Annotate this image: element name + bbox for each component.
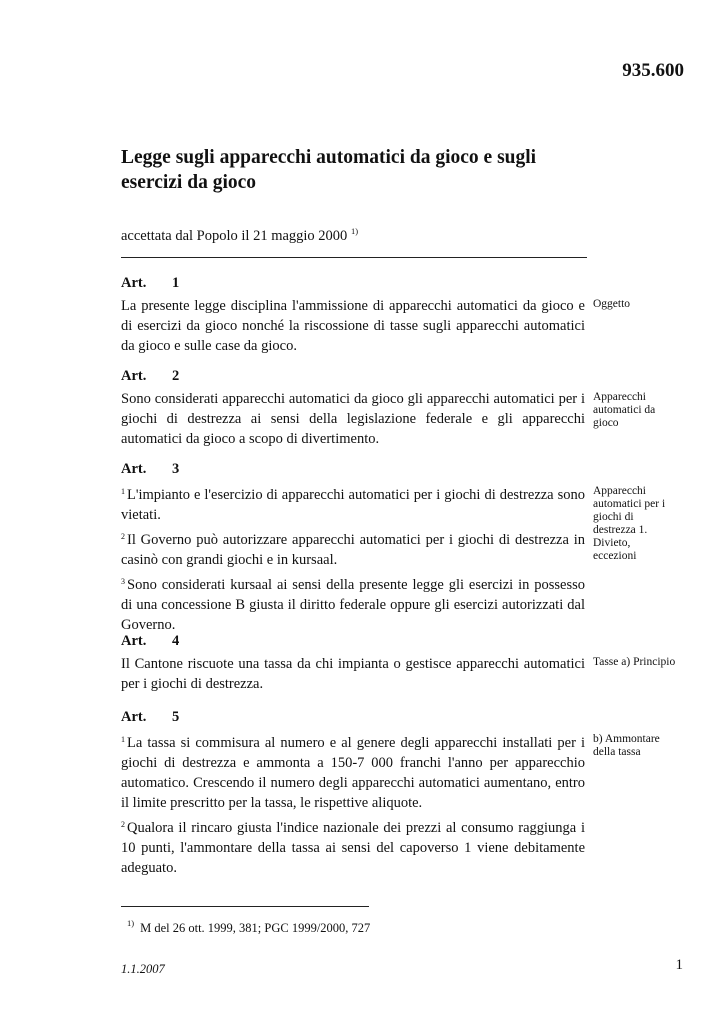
acceptance-line: [121, 226, 358, 245]
margin-note-article-2: Apparecchi automatici da gioco: [593, 391, 656, 429]
article-label: Art.: [121, 275, 147, 291]
margin-note-article-5: b) Ammontare della tassa: [593, 733, 660, 758]
article-heading: [121, 707, 585, 727]
paragraph-text: Qualora il rincaro giusta l'indice nazionale dei prezzi al consumo raggiunga i 10 punti, l'ammontare della tassa ai sensi del capoverso 1 viene debitamente adeguato.: [121, 820, 585, 876]
article-3: [121, 459, 585, 637]
article-paragraph: [121, 572, 585, 635]
footnote-marker: 1): [127, 918, 135, 928]
footer-date: 1.1.2007: [121, 962, 165, 976]
margin-note-article-1: Oggetto: [593, 298, 631, 310]
article-label: Art.: [121, 709, 147, 725]
footnote: [127, 918, 370, 936]
article-heading: [121, 273, 585, 293]
document-number: 935.600: [622, 60, 684, 81]
margin-note-article-3: Apparecchi automatici per i giochi di destrezza 1. Divieto, eccezioni: [593, 485, 666, 562]
footnote-reference[interactable]: 1): [350, 226, 359, 236]
article-number: 2: [172, 368, 180, 384]
article-heading: [121, 631, 585, 651]
article-1: [121, 273, 585, 358]
paragraph-text: Il Governo può autorizzare apparecchi automatici per i giochi di destrezza in casinò con grandi giochi e in kursaal.: [121, 532, 585, 568]
article-4: [121, 631, 585, 696]
article-5: [121, 707, 585, 880]
article-heading: [121, 366, 585, 386]
article-heading: [121, 459, 585, 479]
article-number: 1: [172, 275, 180, 291]
article-2: [121, 366, 585, 451]
law-title: Legge sugli apparecchi automatici da gioco e sugli esercizi da gioco: [121, 147, 537, 193]
article-paragraph: [121, 482, 585, 525]
paragraph-text: Sono considerati kursaal ai sensi della presente legge gli esercizi in possesso di una concessione B giusta il diritto federale oppure gli esercizi autorizzati dal Governo.: [121, 577, 585, 633]
paragraph-number: 1: [121, 487, 125, 496]
article-paragraph: Sono considerati apparecchi automatici da gioco gli apparecchi automatici per i giochi di destrezza ai sensi della legislazione federale e gli apparecchi automatici da gioco a scopo di divertimento.: [121, 391, 585, 447]
paragraph-text: L'impianto e l'esercizio di apparecchi automatici per i giochi di destrezza sono vietati.: [121, 487, 585, 523]
footnote-divider: [121, 906, 369, 907]
paragraph-text: La tassa si commisura al numero e al genere degli apparecchi installati per i giochi di destrezza e ammonta a 150-7 000 franchi l'anno per apparecchio automatico. Crescendo il numero degli apparecchi automatici aumentano, entro il limite prescritto per la tassa, le rispettive aliquote.: [121, 735, 585, 811]
footnote-text: M del 26 ott. 1999, 381; PGC 1999/2000, 727: [140, 921, 371, 935]
acceptance-text: accettata dal Popolo il 21 maggio 2000: [121, 228, 348, 244]
article-label: Art.: [121, 368, 147, 384]
article-paragraph: [121, 730, 585, 813]
paragraph-number: 1: [121, 735, 125, 744]
article-paragraph: [121, 815, 585, 878]
page-number: 1: [675, 957, 683, 973]
paragraph-number: 3: [121, 577, 125, 586]
margin-note-article-4: Tasse a) Principio: [593, 656, 676, 668]
article-label: Art.: [121, 461, 147, 477]
article-number: 3: [172, 461, 180, 477]
article-number: 4: [172, 633, 180, 649]
article-label: Art.: [121, 633, 147, 649]
article-number: 5: [172, 709, 180, 725]
paragraph-number: 2: [121, 820, 125, 829]
article-paragraph: Il Cantone riscuote una tassa da chi impianta o gestisce apparecchi automatici per i giochi di destrezza.: [121, 656, 585, 692]
article-paragraph: [121, 527, 585, 570]
article-paragraph: La presente legge disciplina l'ammissione di apparecchi automatici da gioco e di esercizi da gioco nonché la riscossione di tasse sugli apparecchi automatici da gioco e sulle case da gioco.: [121, 298, 585, 354]
header-divider: [121, 257, 587, 258]
paragraph-number: 2: [121, 532, 125, 541]
